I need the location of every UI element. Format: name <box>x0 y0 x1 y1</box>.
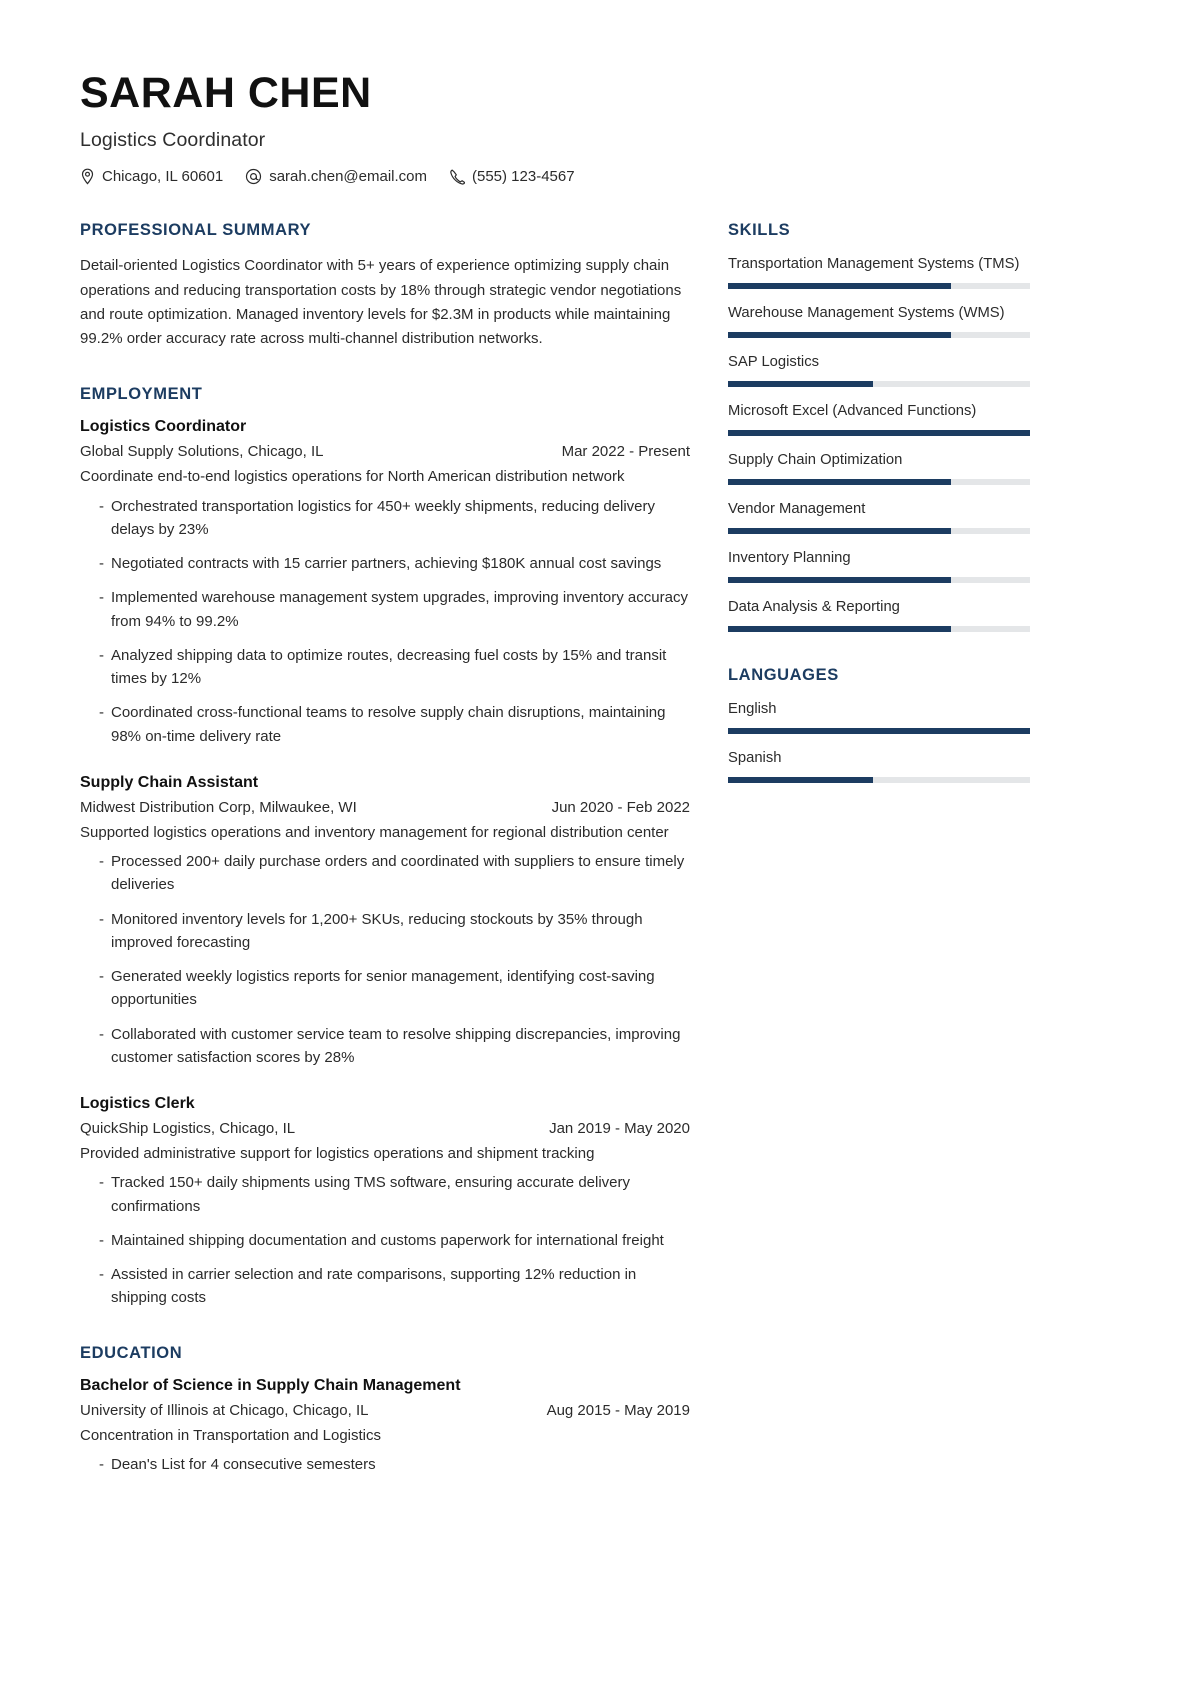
skill-item <box>728 548 1033 583</box>
skill-label: Inventory Planning <box>728 550 851 567</box>
education-description: Concentration in Transportation and Logistics <box>80 1426 382 1444</box>
proficiency-fill <box>728 283 951 289</box>
proficiency-track <box>728 381 1030 387</box>
proficiency-track <box>728 283 1030 289</box>
skill-label: Microsoft Excel (Advanced Functions) <box>728 403 977 420</box>
job-dates: Jan 2019 - May 2020 <box>549 1120 690 1138</box>
skill-label: Vendor Management <box>728 501 866 518</box>
proficiency-fill <box>728 528 951 534</box>
education-dates: Aug 2015 - May 2019 <box>546 1401 690 1419</box>
skill-item <box>728 352 1033 387</box>
section-title-languages: LANGUAGES <box>728 666 839 685</box>
job-title: Logistics Clerk <box>80 1095 195 1113</box>
proficiency-track <box>728 528 1030 534</box>
education-meta <box>80 1402 690 1419</box>
skill-label: Transportation Management Systems (TMS) <box>728 256 1020 273</box>
skill-item <box>728 303 1033 338</box>
proficiency-fill <box>728 479 951 485</box>
education-institution: University of Illinois at Chicago, Chicago, IL <box>80 1401 369 1419</box>
skill-label: Data Analysis & Reporting <box>728 599 900 616</box>
contact-phone <box>449 168 575 185</box>
proficiency-track <box>728 777 1030 783</box>
job-description: Coordinate end-to-end logistics operations for North American distribution network <box>80 468 625 486</box>
contact-email-text: sarah.chen@email.com <box>269 168 427 186</box>
proficiency-fill <box>728 381 873 387</box>
section-title-employment: EMPLOYMENT <box>80 385 203 404</box>
section-professional-summary <box>80 221 690 351</box>
bullet-item: - Tracked 150+ daily shipments using TMS software, ensuring accurate delivery confirmations <box>80 1171 690 1218</box>
proficiency-fill <box>728 332 951 338</box>
job-bullet-list <box>80 495 690 748</box>
sidebar-column <box>728 221 1033 797</box>
bullet-item: - Coordinated cross-functional teams to resolve supply chain disruptions, maintaining 98% on-time delivery rate <box>80 701 690 748</box>
bullet-item: - Implemented warehouse management system upgrades, improving inventory accuracy from 94% to 99.2% <box>80 586 690 633</box>
bullet-item: - Assisted in carrier selection and rate comparisons, supporting 12% reduction in shipping costs <box>80 1263 690 1310</box>
contact-location-text: Chicago, IL 60601 <box>102 168 224 186</box>
proficiency-track <box>728 626 1030 632</box>
contact-email <box>245 168 427 185</box>
skill-label: SAP Logistics <box>728 354 820 371</box>
section-title-skills: SKILLS <box>728 221 791 240</box>
job-meta <box>80 799 690 816</box>
job-entry <box>80 774 690 1069</box>
job-entry <box>80 1095 690 1310</box>
bullet-item: - Dean's List for 4 consecutive semesters <box>80 1453 690 1476</box>
bullet-item: - Processed 200+ daily purchase orders and coordinated with suppliers to ensure timely deliveries <box>80 850 690 897</box>
language-item <box>728 748 1033 783</box>
education-degree: Bachelor of Science in Supply Chain Management <box>80 1376 461 1394</box>
proficiency-fill <box>728 777 873 783</box>
education-bullet-list <box>80 1453 690 1476</box>
proficiency-fill <box>728 430 1030 436</box>
job-organization: Global Supply Solutions, Chicago, IL <box>80 443 324 461</box>
language-label: Spanish <box>728 750 782 767</box>
bullet-item: - Negotiated contracts with 15 carrier partners, achieving $180K annual cost savings <box>80 552 690 575</box>
section-title-summary: PROFESSIONAL SUMMARY <box>80 221 312 240</box>
bullet-item: - Orchestrated transportation logistics for 450+ weekly shipments, reducing delivery delays by 23% <box>80 495 690 542</box>
proficiency-track <box>728 577 1030 583</box>
proficiency-fill <box>728 577 951 583</box>
education-entry <box>80 1377 690 1477</box>
language-label: English <box>728 701 777 718</box>
bullet-item: - Maintained shipping documentation and customs paperwork for international freight <box>80 1229 690 1252</box>
at-email-icon <box>245 168 262 185</box>
skills-list <box>728 254 1033 632</box>
proficiency-fill <box>728 728 1030 734</box>
resume-body <box>80 221 1030 1476</box>
job-dates: Mar 2022 - Present <box>561 443 690 461</box>
skill-item <box>728 450 1033 485</box>
bullet-item: - Monitored inventory levels for 1,200+ SKUs, reducing stockouts by 35% through improved forecasting <box>80 908 690 955</box>
proficiency-fill <box>728 626 951 632</box>
job-meta <box>80 443 690 460</box>
bullet-item: - Generated weekly logistics reports for senior management, identifying cost-saving opportunities <box>80 965 690 1012</box>
main-column <box>80 221 690 1476</box>
language-item <box>728 699 1033 734</box>
proficiency-track <box>728 728 1030 734</box>
education-list <box>80 1377 690 1477</box>
section-skills <box>728 221 1033 632</box>
section-languages <box>728 666 1033 783</box>
proficiency-track <box>728 430 1030 436</box>
skill-item <box>728 499 1033 534</box>
location-pin-icon <box>80 168 95 185</box>
phone-icon <box>449 168 465 185</box>
job-description: Provided administrative support for logistics operations and shipment tracking <box>80 1145 595 1163</box>
candidate-name: SARAH CHEN <box>80 69 372 117</box>
job-title: Supply Chain Assistant <box>80 773 259 791</box>
job-bullet-list <box>80 850 690 1069</box>
skill-label: Warehouse Management Systems (WMS) <box>728 305 1005 322</box>
section-title-education: EDUCATION <box>80 1343 183 1362</box>
job-organization: Midwest Distribution Corp, Milwaukee, WI <box>80 798 357 816</box>
skill-label: Supply Chain Optimization <box>728 452 903 469</box>
job-description: Supported logistics operations and inventory management for regional distribution center <box>80 823 669 841</box>
contact-location <box>80 168 223 185</box>
skill-item <box>728 597 1033 632</box>
contact-row <box>80 168 1030 185</box>
resume-header <box>80 70 1030 185</box>
job-dates: Jun 2020 - Feb 2022 <box>551 798 690 816</box>
contact-phone-text: (555) 123-4567 <box>472 168 575 186</box>
proficiency-track <box>728 332 1030 338</box>
section-education <box>80 1344 690 1477</box>
job-title: Logistics Coordinator <box>80 418 247 436</box>
languages-list <box>728 699 1033 783</box>
proficiency-track <box>728 479 1030 485</box>
job-bullet-list <box>80 1171 690 1309</box>
bullet-item: - Analyzed shipping data to optimize routes, decreasing fuel costs by 15% and transit times by 12% <box>80 644 690 691</box>
job-meta <box>80 1120 690 1137</box>
section-employment <box>80 385 690 1309</box>
job-organization: QuickShip Logistics, Chicago, IL <box>80 1120 296 1138</box>
candidate-headline: Logistics Coordinator <box>80 129 266 152</box>
skill-item <box>728 401 1033 436</box>
bullet-item: - Collaborated with customer service team to resolve shipping discrepancies, improving customer satisfaction scores by 28% <box>80 1023 690 1070</box>
employment-list <box>80 418 690 1309</box>
job-entry <box>80 418 690 748</box>
summary-text: Detail-oriented Logistics Coordinator with 5+ years of experience optimizing supply chain operations and reducing transportation costs by 18% through strategic vendor negotiations and route optimization. Managed inventory levels for $2.3M in products while maintaining 99.2% order accuracy rate across multi-channel distribution networks. <box>80 257 682 348</box>
skill-item <box>728 254 1033 289</box>
